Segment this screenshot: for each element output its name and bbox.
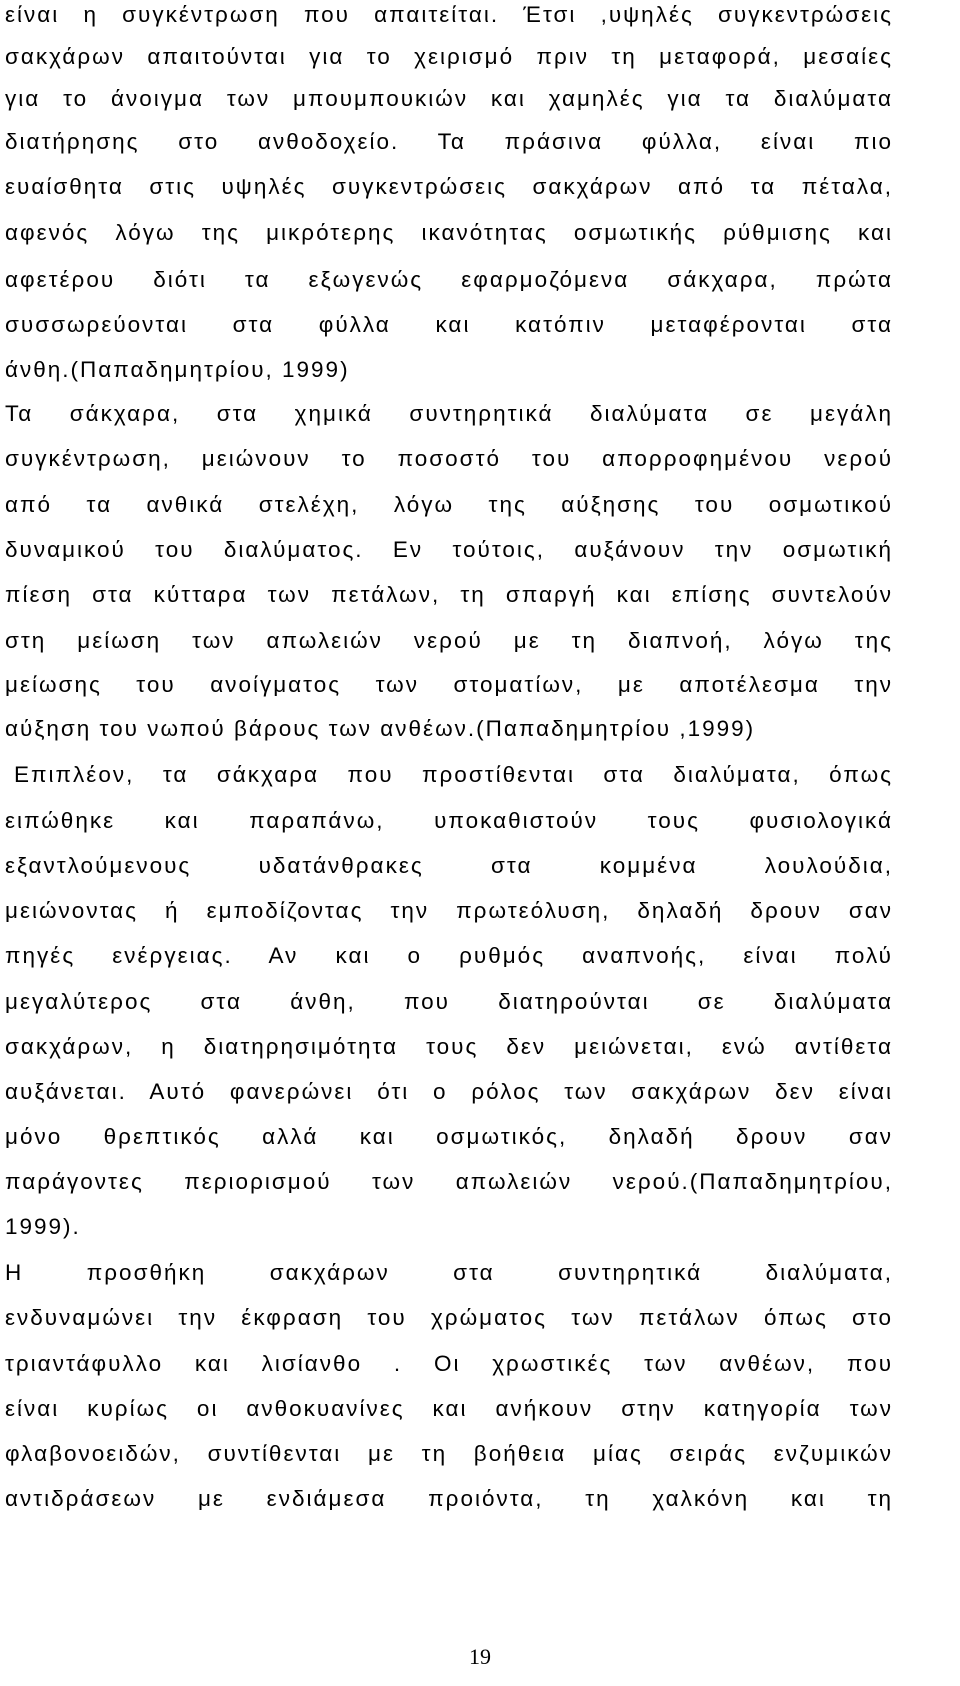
text-line: πίεση στα κύτταρα των πετάλων, τη σπαργή και επίσης συντελούν <box>5 582 893 607</box>
text-line: σακχάρων απαιτούνται για το χειρισμό πριν τη μεταφορά, μεσαίες <box>5 44 893 69</box>
text-line: Η προσθήκη σακχάρων στα συντηρητικά διαλύματα, <box>5 1260 893 1285</box>
text-line: για το άνοιγμα των μπουμπουκιών και χαμηλές για τα διαλύματα <box>5 86 893 111</box>
text-line: αφετέρου διότι τα εξωγενώς εφαρμοζόμενα σάκχαρα, πρώτα <box>5 267 893 292</box>
text-line: συγκέντρωση, μειώνουν το ποσοστό του απορροφημένου νερού <box>5 446 893 471</box>
text-line: σακχάρων, η διατηρησιμότητα τους δεν μειώνεται, ενώ αντίθετα <box>5 1034 893 1059</box>
text-line: ειπώθηκε και παραπάνω, υποκαθιστούν τους φυσιολογικά <box>5 808 893 833</box>
text-line: στη μείωση των απωλειών νερού με τη διαπνοή, λόγω της <box>5 628 893 653</box>
text-line: συσσωρεύονται στα φύλλα και κατόπιν μεταφέρονται στα <box>5 312 893 337</box>
text-line: διατήρησης στο ανθοδοχείο. Τα πράσινα φύλλα, είναι πιο <box>5 129 893 154</box>
text-line: φλαβονοειδών, συντίθενται με τη βοήθεια μίας σειράς ενζυμικών <box>5 1441 893 1466</box>
text-line: είναι η συγκέντρωση που απαιτείται. Έτσι ,υψηλές συγκεντρώσεις <box>5 2 893 27</box>
text-line: 1999). <box>5 1214 81 1239</box>
text-line: εξαντλούμενους υδατάνθρακες στα κομμένα λουλούδια, <box>5 853 893 878</box>
text-line: από τα ανθικά στελέχη, λόγω της αύξησης του οσμωτικού <box>5 492 893 517</box>
text-line: πηγές ενέργειας. Αν και ο ρυθμός αναπνοής, είναι πολύ <box>5 943 893 968</box>
text-line: ευαίσθητα στις υψηλές συγκεντρώσεις σακχάρων από τα πέταλα, <box>5 174 893 199</box>
text-line: αύξηση του νωπού βάρους των ανθέων.(Παπαδημητρίου ,1999) <box>5 716 756 741</box>
text-line: παράγοντες περιορισμού των απωλειών νερού.(Παπαδημητρίου, <box>5 1169 893 1194</box>
text-line: Επιπλέον, τα σάκχαρα που προστίθενται στα διαλύματα, όπως <box>14 762 893 787</box>
page-number: 19 <box>469 1644 491 1669</box>
text-line: ενδυναμώνει την έκφραση του χρώματος των πετάλων όπως στο <box>5 1305 893 1330</box>
text-line: δυναμικού του διαλύματος. Εν τούτοις, αυξάνουν την οσμωτική <box>5 537 893 562</box>
text-line: τριαντάφυλλο και λισίανθο . Οι χρωστικές των ανθέων, που <box>5 1351 893 1376</box>
text-line: αφενός λόγω της μικρότερης ικανότητας οσμωτικής ρύθμισης και <box>5 220 893 245</box>
text-line: αυξάνεται. Αυτό φανερώνει ότι ο ρόλος των σακχάρων δεν είναι <box>5 1079 893 1104</box>
text-line: αντιδράσεων με ενδιάμεσα προιόντα, τη χαλκόνη και τη <box>5 1486 893 1511</box>
text-line: άνθη.(Παπαδημητρίου, 1999) <box>5 357 350 382</box>
text-line: Τα σάκχαρα, στα χημικά συντηρητικά διαλύματα σε μεγάλη <box>5 401 893 426</box>
text-line: μεγαλύτερος στα άνθη, που διατηρούνται σε διαλύματα <box>5 989 893 1014</box>
text-line: μόνο θρεπτικός αλλά και οσμωτικός, δηλαδή δρουν σαν <box>5 1124 893 1149</box>
text-line: μείωσης του ανοίγματος των στοματίων, με αποτέλεσμα την <box>5 672 893 697</box>
text-line: είναι κυρίως οι ανθοκυανίνες και ανήκουν στην κατηγορία των <box>5 1396 893 1421</box>
text-line: μειώνοντας ή εμποδίζοντας την πρωτεόλυση, δηλαδή δρουν σαν <box>5 898 893 923</box>
